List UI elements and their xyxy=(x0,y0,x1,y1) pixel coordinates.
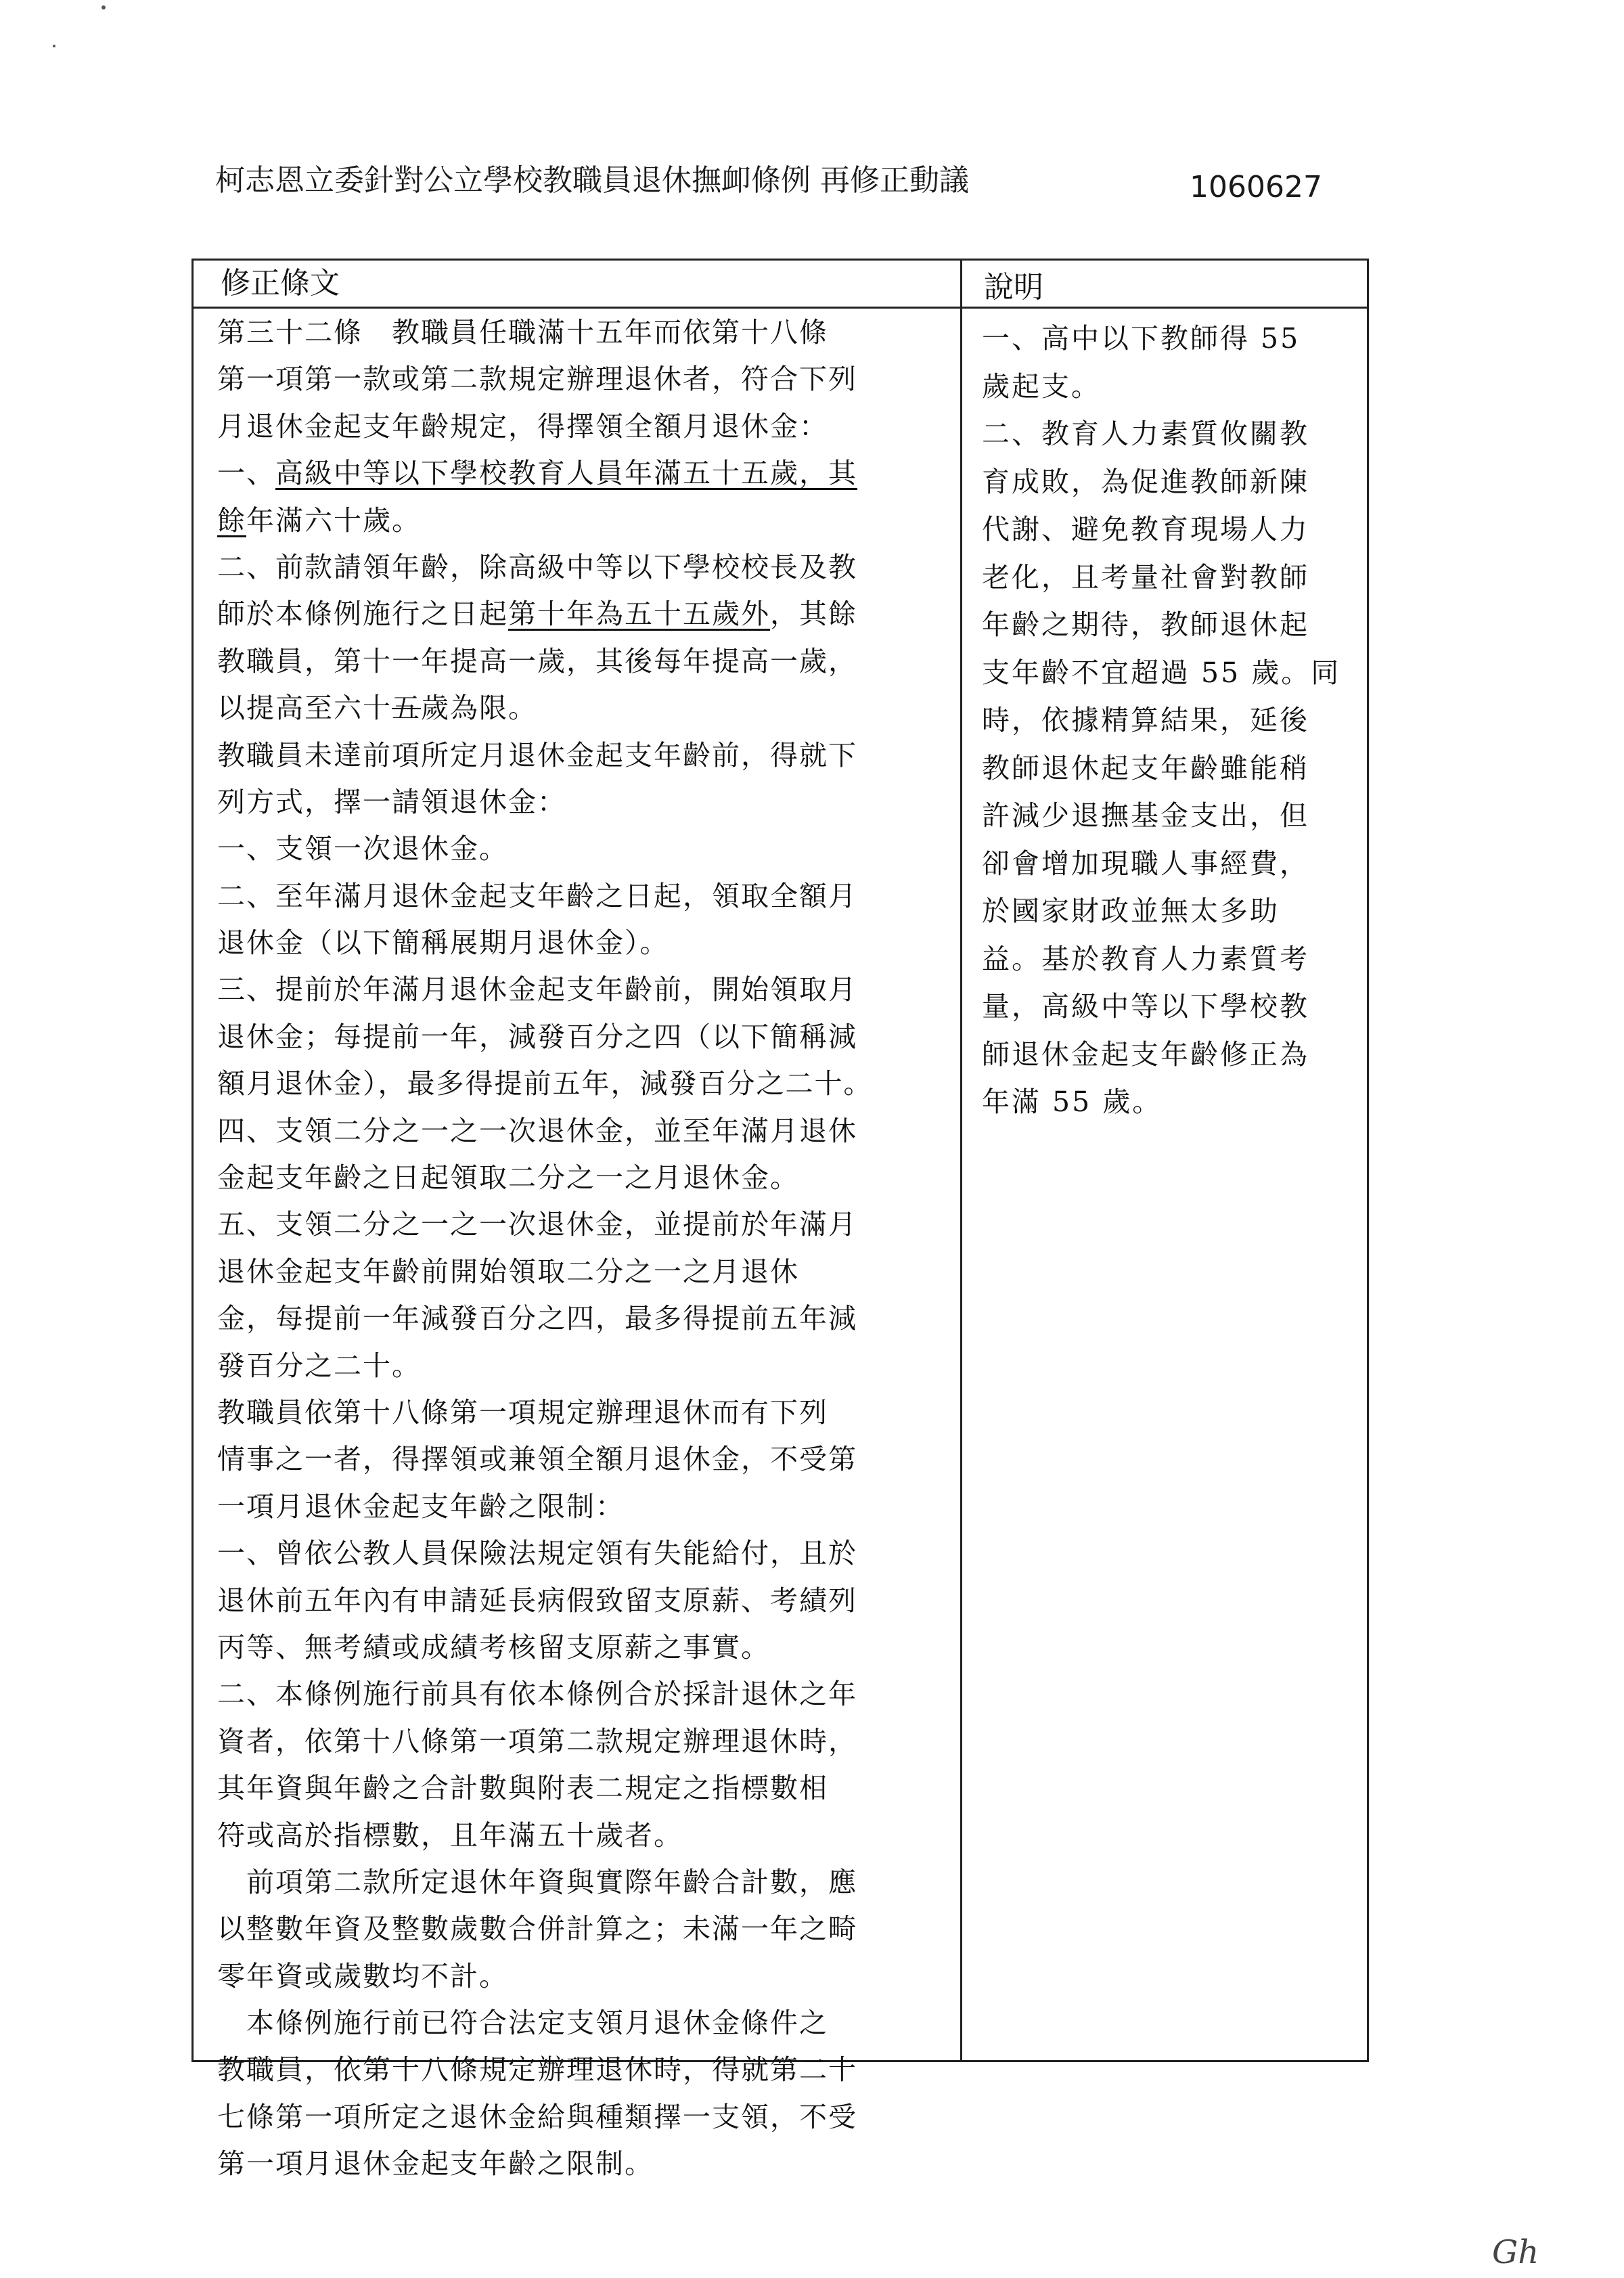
text-segment: 二、本條例施行前具有依本條例合於採計退休之年 xyxy=(217,1678,857,1711)
text-segment: 月退休金起支年齡規定，得擇領全額月退休金： xyxy=(217,409,828,443)
text-segment: 一、支領一次退休金。 xyxy=(217,832,508,866)
text-segment: 二、至年滿月退休金起支年齡之日起，領取全額月 xyxy=(217,879,857,912)
text-segment: 七條第一項所定之退休金給與種類擇一支領，不受 xyxy=(217,2100,857,2133)
scan-speck xyxy=(102,5,106,9)
amended-text-line xyxy=(217,309,948,356)
amended-text-line xyxy=(217,1530,948,1577)
explanation-line: 卻會增加現職人事經費， xyxy=(982,847,1309,880)
text-segment: 退休金起支年齡前開始領取二分之一之月退休 xyxy=(217,1255,799,1288)
amended-text-line xyxy=(217,873,948,920)
text-segment: 本條例施行前已符合法定支領月退休金條件之 xyxy=(217,2007,828,2040)
text-segment: 歲為限。 xyxy=(421,692,537,725)
text-segment: 第三十二條 教職員任職滿十五年而依第十八條 xyxy=(217,316,828,349)
text-segment: 其年資與年齡之合計數與附表二規定之指標數相 xyxy=(217,1772,828,1805)
underlined-text: 高級中等以下學校教育人員年滿五十五歲，其 xyxy=(275,457,857,490)
amended-text-line xyxy=(217,2047,948,2093)
amended-text-line xyxy=(217,1343,948,1389)
amended-text-line xyxy=(217,1765,948,1812)
text-segment: 年滿六十歲。 xyxy=(246,504,421,537)
amended-text-line xyxy=(217,1483,948,1530)
amended-text-line xyxy=(217,1060,948,1107)
text-segment: 教職員，第十一年提高一歲，其後每年提高一歲， xyxy=(217,644,857,677)
column-divider xyxy=(960,261,962,2060)
document-number: 1060627 xyxy=(1190,170,1322,204)
text-segment: 教職員未達前項所定月退休金起支年齡前，得就下 xyxy=(217,738,857,772)
amended-text-line xyxy=(217,1624,948,1671)
handwritten-signature: Gh xyxy=(1492,2233,1539,2271)
amended-text-line xyxy=(217,356,948,403)
struck-text: 五 xyxy=(392,692,421,725)
text-segment: 五、支領二分之一之一次退休金，並提前於年滿月 xyxy=(217,1208,857,1241)
explanation-line: 教師退休起支年齡雖能稍 xyxy=(982,751,1309,784)
amended-text-line xyxy=(217,966,948,1013)
explanation-line: 歲起支。 xyxy=(982,370,1101,403)
text-segment: 丙等、無考績或成績考核留支原薪之事實。 xyxy=(217,1630,770,1663)
text-segment: 四、支領二分之一之一次退休金，並至年滿月退休 xyxy=(217,1114,857,1147)
scan-speck xyxy=(53,45,55,47)
text-segment: 情事之一者，得擇領或兼領全額月退休金，不受第 xyxy=(217,1443,857,1476)
amended-text-line xyxy=(217,1201,948,1248)
text-segment: 資者，依第十八條第一項第二款規定辦理退休時， xyxy=(217,1724,857,1758)
text-segment: 以整數年資及整數歲數合併計算之；未滿一年之畸 xyxy=(217,1913,857,1946)
amended-text-line xyxy=(217,1249,948,1295)
amended-text-line xyxy=(217,638,948,685)
page-header xyxy=(215,157,1366,204)
text-segment: 發百分之二十。 xyxy=(217,1349,421,1382)
text-segment: 二、前款請領年齡，除高級中等以下學校校長及教 xyxy=(217,550,857,583)
amended-text-line xyxy=(217,732,948,779)
explanation-column xyxy=(982,315,1347,1126)
underlined-text: 餘 xyxy=(217,504,246,537)
text-segment: 教職員，依第十八條規定辦理退休時，得就第二十 xyxy=(217,2053,857,2086)
amended-text-line xyxy=(217,591,948,638)
text-segment: 一、曾依公教人員保險法規定領有失能給付，且於 xyxy=(217,1537,857,1570)
amended-text-line xyxy=(217,1906,948,1952)
amended-text-line xyxy=(217,2094,948,2141)
explanation-line: 二、教育人力素質攸關教 xyxy=(982,418,1309,450)
text-segment: 三、提前於年滿月退休金起支年齡前，開始領取月 xyxy=(217,973,857,1006)
text-segment: 列方式，擇一請領退休金： xyxy=(217,785,566,818)
text-segment: 金起支年齡之日起領取二分之一之月退休金。 xyxy=(217,1161,799,1194)
amended-text-line xyxy=(217,2141,948,2187)
amended-text-line xyxy=(217,1108,948,1155)
explanation-line: 於國家財政並無太多助 xyxy=(982,895,1280,927)
explanation-line: 年滿 55 歲。 xyxy=(982,1086,1163,1118)
amended-text-line xyxy=(217,1718,948,1765)
amended-text-line xyxy=(217,403,948,450)
explanation-line: 益。基於教育人力素質考 xyxy=(982,942,1309,975)
text-segment: 師於本條例施行之日起 xyxy=(217,598,508,631)
amended-text-line xyxy=(217,1578,948,1624)
right-column-header: 說明 xyxy=(984,270,1043,305)
text-segment: 金，每提前一年減發百分之四，最多得提前五年減 xyxy=(217,1302,857,1335)
amended-text-line xyxy=(217,497,948,544)
explanation-line: 量，高級中等以下學校教 xyxy=(982,990,1309,1023)
text-segment: 額月退休金），最多得提前五年，減發百分之二十。 xyxy=(217,1067,873,1100)
amended-text-line xyxy=(217,1812,948,1859)
explanation-line: 許減少退撫基金支出，但 xyxy=(982,799,1309,832)
amended-text-line xyxy=(217,1014,948,1060)
amended-text-line xyxy=(217,1671,948,1718)
text-segment: 第一項月退休金起支年齡之限制。 xyxy=(217,2147,654,2181)
text-segment: 一項月退休金起支年齡之限制： xyxy=(217,1490,625,1523)
explanation-line: 老化，且考量社會對教師 xyxy=(982,560,1309,594)
text-segment: 退休金（以下簡稱展期月退休金）。 xyxy=(217,926,669,960)
amended-text-line xyxy=(217,450,948,497)
amended-text-line xyxy=(217,779,948,826)
text-segment: 教職員依第十八條第一項規定辦理退休而有下列 xyxy=(217,1395,828,1429)
text-segment: ，其餘 xyxy=(770,598,857,631)
amended-text-line xyxy=(217,1859,948,1906)
amended-text-column xyxy=(217,309,948,2188)
text-segment: 退休金；每提前一年，減發百分之四（以下簡稱減 xyxy=(217,1020,857,1053)
amended-text-line xyxy=(217,2000,948,2047)
amended-text-line xyxy=(217,1389,948,1436)
amended-text-line xyxy=(217,1295,948,1342)
text-segment: 符或高於指標數，且年滿五十歲者。 xyxy=(217,1818,683,1852)
explanation-line: 支年齡不宜超過 55 歲。同 xyxy=(982,656,1341,689)
text-segment: 零年資或歲數均不計。 xyxy=(217,1959,508,1992)
amended-text-line xyxy=(217,1436,948,1483)
explanation-line: 育成敗，為促進教師新陳 xyxy=(982,465,1309,498)
explanation-line: 代謝、避免教育現場人力 xyxy=(982,513,1309,545)
explanation-line: 年齡之期待，教師退休起 xyxy=(982,608,1309,641)
text-segment: 退休前五年內有申請延長病假致留支原薪、考績列 xyxy=(217,1584,857,1617)
amendment-table xyxy=(191,259,1369,2181)
amended-text-line xyxy=(217,685,948,732)
left-column-header: 修正條文 xyxy=(221,266,340,300)
explanation-line: 時，依據精算結果，延後 xyxy=(982,704,1309,736)
amended-text-line xyxy=(217,826,948,872)
text-segment: 第一項第一款或第二款規定辦理退休者，符合下列 xyxy=(217,363,857,396)
header-divider xyxy=(194,307,1367,309)
amended-text-line xyxy=(217,544,948,591)
document-title: 柯志恩立委針對公立學校教職員退休撫卹條例 再修正動議 xyxy=(215,163,969,198)
text-segment: 以提高至六十 xyxy=(217,692,392,725)
amended-text-line xyxy=(217,920,948,966)
text-segment: 一、 xyxy=(217,457,275,490)
text-segment: 前項第二款所定退休年資與實際年齡合計數，應 xyxy=(217,1865,857,1898)
underlined-text: 第十年為五十五歲外 xyxy=(508,598,770,631)
amended-text-line xyxy=(217,1155,948,1201)
explanation-line: 一、高中以下教師得 55 xyxy=(982,322,1301,355)
explanation-line: 師退休金起支年齡修正為 xyxy=(982,1037,1309,1071)
amended-text-line xyxy=(217,1953,948,2000)
